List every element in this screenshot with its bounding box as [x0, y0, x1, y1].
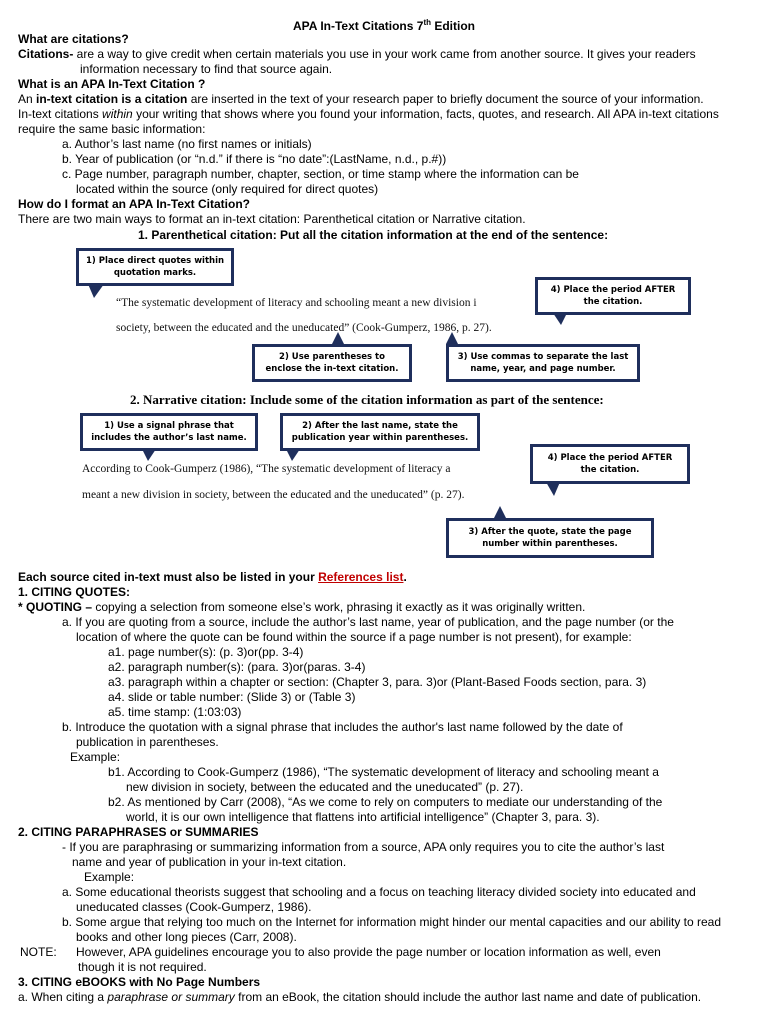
callout-narr-period-after: 4) Place the period AFTER the citation.	[530, 444, 690, 484]
callout-pointer	[286, 449, 300, 461]
callout-pointer	[546, 482, 560, 496]
paragraph-intext-definition	[18, 92, 704, 106]
list-item: a1. page number(s): (p. 3)or(pp. 3-4)	[108, 645, 304, 659]
heading-what-are-citations: What are citations?	[18, 32, 129, 46]
callout-pointer	[553, 313, 567, 325]
quote-rule-a-cont: location of where the quote can be found within the source if a page number is not present), for example:	[76, 630, 632, 644]
citations-definition	[18, 47, 696, 61]
paragraph-two-ways: There are two main ways to format an in-text citation: Parenthetical citation or Narrative citation.	[18, 212, 526, 226]
callout-page-number: 3) After the quote, state the page number within parentheses.	[446, 518, 654, 558]
paraphrase-example-b: b. Some argue that relying too much on the Internet for information might hinder our mental capacities and our ability to read	[62, 915, 722, 929]
callout-pointer	[446, 332, 458, 344]
quoting-term: * QUOTING –	[18, 600, 93, 614]
example-label: Example:	[84, 870, 135, 884]
note-label: NOTE:	[20, 945, 57, 959]
p2-a: In-text citations	[18, 107, 103, 121]
callout-pointer	[332, 332, 344, 344]
p1-a: An	[18, 92, 37, 106]
ebook-c: from an eBook, the citation should include the author last name and date of publication.	[234, 990, 702, 1004]
paraphrase-rule: - If you are paraphrasing or summarizing information from a source, APA only requires you to cite the author’s last	[62, 840, 665, 854]
callout-commas: 3) Use commas to separate the last name, year, and page number.	[446, 344, 640, 382]
paraphrase-example-a: a. Some educational theorists suggest that schooling and a focus on teaching literacy divided society into educated and	[62, 885, 696, 899]
heading-parenthetical: 1. Parenthetical citation: Put all the citation information at the end of the sentence:	[138, 228, 609, 242]
list-item: a3. paragraph within a chapter or section: (Chapter 3, para. 3)or (Plant-Based Foods section, para. 3)	[108, 675, 647, 689]
example-b1: b1. According to Cook-Gumperz (1986), “The systematic development of literacy and schooling meant a	[108, 765, 659, 779]
narr-example-line-1: According to Cook-Gumperz (1986), “The systematic development of literacy a	[82, 463, 451, 475]
quote-rule-b: b. Introduce the quotation with a signal phrase that includes the author's last name followed by the date of	[62, 720, 623, 734]
example-b2-cont: world, it is our own intelligence that flattens into artificial intelligence” (Chapter 3, para. 3).	[126, 810, 600, 824]
section-paraphrases: 2. CITING PARAPHRASES or SUMMARIES	[18, 825, 259, 839]
title-sup: th	[423, 18, 431, 27]
page-title	[0, 16, 768, 33]
list-item: c. Page number, paragraph number, chapter, section, or time stamp where the information can be	[62, 167, 579, 181]
definition-term: Citations-	[18, 47, 74, 61]
callout-period-after: 4) Place the period AFTER the citation.	[535, 277, 691, 315]
list-item: a2. paragraph number(s): (para. 3)or(paras. 3-4)	[108, 660, 366, 674]
callout-parentheses: 2) Use parentheses to enclose the in-text citation.	[252, 344, 412, 382]
callout-signal-phrase: 1) Use a signal phrase that includes the author’s last name.	[80, 413, 258, 451]
quote-rule-b-cont: publication in parentheses.	[76, 735, 219, 749]
citations-definition-cont: information necessary to find that source again.	[80, 62, 333, 76]
callout-pointer	[494, 506, 506, 518]
paraphrase-example-a-cont: uneducated classes (Cook-Gumperz, 1986).	[76, 900, 312, 914]
note-text: However, APA guidelines encourage you to also provide the page number or location information as well, even	[76, 945, 661, 959]
references-period: .	[403, 570, 407, 584]
heading-what-is-apa: What is an APA In-Text Citation ?	[18, 77, 206, 91]
p2-c: your writing that shows where you found your information, facts, quotes, and research. All APA in-text citations	[132, 107, 719, 121]
paraphrase-example-b-cont: books and other long pieces (Carr, 2008).	[76, 930, 297, 944]
p2-italic: within	[102, 107, 133, 121]
callout-publication-year: 2) After the last name, state the publication year within parentheses.	[280, 413, 480, 451]
narr-example-line-2: meant a new division in society, between the educated and the uneducated” (p. 27).	[82, 489, 465, 501]
example-label: Example:	[70, 750, 121, 764]
definition-text: are a way to give credit when certain materials you use in your work came from another source. It gives your readers	[73, 47, 696, 61]
ebook-italic: paraphrase or summary	[107, 990, 235, 1004]
note-text-cont: though it is not required.	[78, 960, 207, 974]
section-citing-quotes: 1. CITING QUOTES:	[18, 585, 131, 599]
callout-quotation-marks: 1) Place direct quotes within quotation marks.	[76, 248, 234, 286]
heading-narrative: 2. Narrative citation: Include some of the citation information as part of the sentence:	[130, 392, 604, 407]
p1-c: are inserted in the text of your research paper to briefly document the source of your information.	[187, 92, 704, 106]
ebook-rule-a	[18, 990, 701, 1004]
references-text: Each source cited in-text must also be listed in your	[18, 570, 319, 584]
references-note	[18, 570, 407, 584]
section-ebooks: 3. CITING eBOOKS with No Page Numbers	[18, 975, 261, 989]
list-item: b. Year of publication (or “n.d.” if there is “no date”:(LastName, n.d., p.#))	[62, 152, 447, 166]
list-item: a4. slide or table number: (Slide 3) or (Table 3)	[108, 690, 356, 704]
example-b2: b2. As mentioned by Carr (2008), “As we come to rely on computers to mediate our understanding of the	[108, 795, 663, 809]
list-item: a5. time stamp: (1:03:03)	[108, 705, 242, 719]
heading-how-to-format: How do I format an APA In-Text Citation?	[18, 197, 250, 211]
references-list-link[interactable]: References list	[318, 570, 404, 584]
callout-pointer	[88, 284, 104, 298]
paren-example-line-1: “The systematic development of literacy and schooling meant a new division i	[116, 297, 477, 309]
quoting-text: copying a selection from someone else’s work, phrasing it exactly as it was originally written.	[92, 600, 586, 614]
title-tail: Edition	[431, 19, 475, 33]
list-item: a. Author’s last name (no first names or initials)	[62, 137, 312, 151]
title-main: APA In-Text Citations 7	[292, 19, 424, 33]
paragraph-intext-usage-cont: require the same basic information:	[18, 122, 206, 136]
example-b1-cont: new division in society, between the educated and the uneducated” (p. 27).	[126, 780, 524, 794]
paren-example-line-2: society, between the educated and the uneducated” (Cook-Gumperz, 1986, p. 27).	[116, 322, 492, 334]
p1-bold: in-text citation is a citation	[36, 92, 188, 106]
paragraph-intext-usage	[18, 107, 719, 121]
quoting-definition	[18, 600, 585, 614]
callout-pointer	[142, 449, 156, 461]
paraphrase-rule-cont: name and year of publication in your in-text citation.	[72, 855, 347, 869]
ebook-a: a. When citing a	[18, 990, 108, 1004]
list-item-cont: located within the source (only required for direct quotes)	[76, 182, 379, 196]
quote-rule-a: a. If you are quoting from a source, include the author’s last name, year of publication, and the page number (or the	[62, 615, 674, 629]
